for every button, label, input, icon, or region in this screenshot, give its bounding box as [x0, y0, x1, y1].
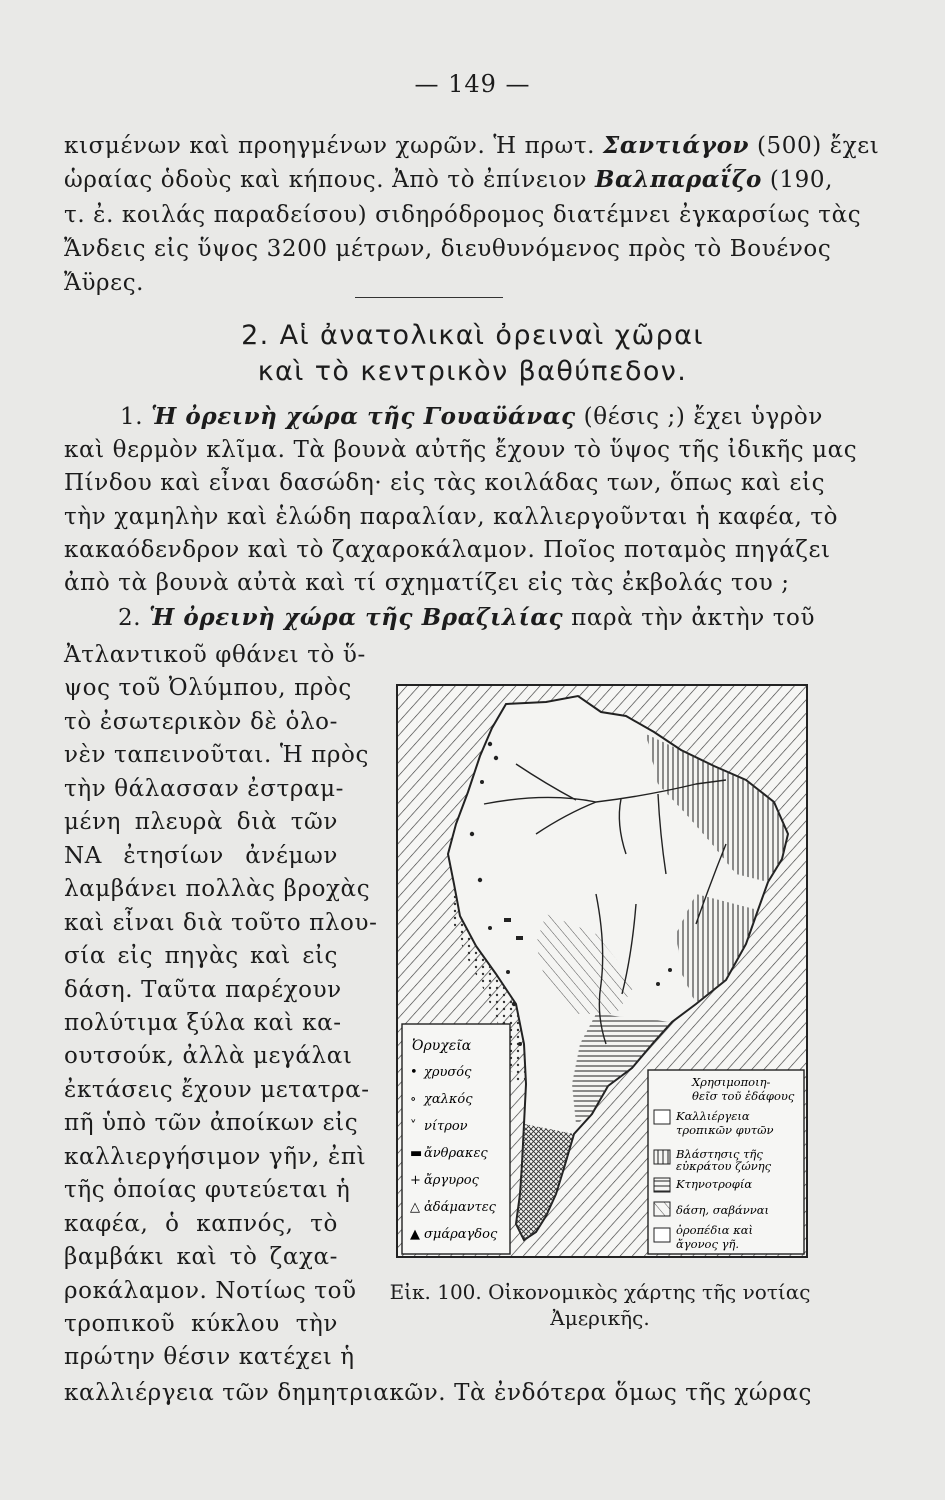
paragraph-1-first-line	[120, 402, 823, 432]
text-span: κισμένων καὶ προηγμένων χωρῶν. Ἡ πρωτ.	[64, 133, 603, 159]
narrow-text-line: τροπικοῦ κύκλου τὴν	[64, 1311, 338, 1337]
text-span: παρὰ τὴν ἀκτὴν τοῦ	[563, 605, 816, 631]
narrow-text-line: καὶ εἶναι διὰ τοῦτο πλου-	[64, 909, 378, 936]
narrow-text-line: λαμβάνει πολλὰς βροχὰς	[64, 876, 371, 903]
paragraph-topic: Ἡ ὀρεινὴ χώρα τῆς Γουαϋάνας	[151, 403, 576, 430]
narrow-text-line: ροκάλαμον. Νοτίως τοῦ	[64, 1277, 357, 1304]
text-span: (190,	[761, 167, 834, 193]
mineral-symbol: ▲	[410, 1227, 420, 1242]
landuse-legend	[648, 1070, 804, 1254]
minerals-legend	[402, 1024, 510, 1254]
landuse-label: Κτηνοτροφία	[676, 1177, 753, 1191]
legend-swatch-tropical	[654, 1110, 670, 1124]
legend-swatch-temperate	[654, 1150, 670, 1164]
mineral-label: χρυσός	[424, 1065, 472, 1080]
mineral-label: νίτρον	[424, 1119, 468, 1134]
mineral-symbol: ▬	[410, 1146, 423, 1161]
text-line	[64, 131, 880, 161]
text-line: ἀπὸ τὰ βουνὰ αὐτὰ καὶ τί σχηματίζει εἰς τὰς ἐκβολάς του ;	[64, 570, 790, 596]
text-line: καὶ θερμὸν κλῖμα. Τὰ βουνὰ αὐτῆς ἔχουν τὸ ὕψος τῆς ἰδικῆς μας	[64, 437, 858, 463]
section-divider	[355, 297, 503, 298]
narrow-text-line: σία εἰς πηγὰς καὶ εἰς	[64, 943, 338, 970]
text-line: κακαόδενδρον καὶ τὸ ζαχαροκάλαμον. Ποῖος ποταμὸς πηγάζει	[64, 537, 831, 563]
legend-swatch-livestock	[654, 1178, 670, 1192]
narrow-text-line: τῆς ὁποίας φυτεύεται ἡ	[64, 1177, 351, 1204]
text-line: Πίνδου καὶ εἶναι δασώδη· εἰς τὰς κοιλάδας των, ὅπως καὶ εἰς	[64, 470, 826, 496]
narrow-text-line: καφέα, ὁ καπνός, τὸ	[64, 1210, 338, 1237]
text-line: τὴν χαμηλὴν καὶ ἑλώδη παραλίαν, καλλιεργοῦνται ἡ καφέα, τὸ	[64, 504, 839, 530]
narrow-text-line: ουτσούκ, ἀλλὰ μεγάλαι	[64, 1043, 353, 1070]
mineral-symbol: •	[410, 1065, 418, 1080]
narrow-text-line: ΝΑ ἐτησίων ἀνέμων	[64, 842, 338, 869]
mineral-symbol: △	[410, 1200, 420, 1215]
paragraph-2-first-line	[118, 603, 816, 633]
paragraph-number: 2.	[118, 605, 150, 631]
paragraph-number: 1.	[120, 404, 152, 430]
landuse-label: δάση, σαβάνναι	[676, 1203, 770, 1217]
text-line: Ἄνδεις εἰς ὕψος 3200 μέτρων, διευθυνόμενος πρὸς τὸ Βουένος	[64, 236, 832, 262]
mineral-symbol: ∘	[410, 1092, 417, 1107]
landuse-label: Βλάστησις τῆς	[676, 1147, 763, 1161]
text-span: (500) ἔχει	[749, 133, 880, 159]
text-span: (θέσις ;) ἔχει ὑγρὸν	[575, 404, 823, 430]
mineral-label: σμάραγδος	[424, 1227, 498, 1242]
landuse-label: ὀροπέδια καὶ	[676, 1223, 754, 1237]
narrow-text-line: τὴν θάλασσαν ἐστραμ-	[64, 775, 345, 802]
text-span: ὡραίας ὁδοὺς καὶ κήπους. Ἀπὸ τὸ ἐπίνειον	[64, 167, 596, 193]
narrow-text-line: ἐκτάσεις ἔχουν μετατρα-	[64, 1076, 370, 1103]
section-heading-line1: 2. Αἱ ἀνατολικαὶ ὀρειναὶ χῶραι	[241, 320, 704, 351]
text-line: τ. ἐ. κοιλάς παραδείσου) σιδηρόδρομος διατέμνει ἐγκαρσίως τὰς	[64, 202, 862, 228]
landuse-label: τροπικῶν φυτῶν	[676, 1123, 774, 1137]
legend-swatch-barren	[654, 1228, 670, 1242]
legend-title: Ὀρυχεῖα	[412, 1038, 472, 1054]
paragraph-topic: Ἡ ὀρεινὴ χώρα τῆς Βραζιλίας	[149, 604, 564, 631]
place-name-santiago: Σαντιάγον	[602, 132, 750, 159]
narrow-text-line: μένη πλευρὰ διὰ τῶν	[64, 809, 338, 836]
narrow-text-line: καλλιεργήσιμον γῆν, ἐπὶ	[64, 1143, 367, 1170]
place-name-valparaiso: Βαλπαραΐζο	[595, 166, 762, 193]
economic-map-figure	[396, 684, 808, 1258]
mineral-label: ἀδάμαντες	[424, 1200, 496, 1215]
narrow-text-line: πρώτην θέσιν κατέχει ἡ	[64, 1344, 355, 1371]
landuse-label: ἄγονος γῆ.	[676, 1237, 739, 1251]
narrow-text-line: βαμβάκι καὶ τὸ ζαχα-	[64, 1244, 338, 1271]
page-number: — 149 —	[414, 70, 531, 98]
text-line: καλλιέργεια τῶν δημητριακῶν. Τὰ ἐνδότερα ὅμως τῆς χώρας	[64, 1380, 812, 1406]
narrow-text-line: πῆ ὑπὸ τῶν ἀποίκων εἰς	[64, 1110, 359, 1137]
landuse-label: εὐκράτου ζώνης	[676, 1159, 772, 1173]
narrow-text-line: Ἀτλαντικοῦ φθάνει τὸ ὕ-	[64, 642, 366, 668]
mineral-symbol: ˅	[410, 1119, 417, 1134]
legend-swatch-forest	[654, 1202, 670, 1216]
landuse-label: θεῖσ τοῦ ἐδάφους	[692, 1089, 795, 1103]
figure-caption-line1: Εἰκ. 100. Οἰκονομικὸς χάρτης τῆς νοτίας	[389, 1280, 811, 1304]
landuse-label: Χρησιμοποιη-	[692, 1075, 771, 1089]
narrow-text-line: δάση. Ταῦτα παρέχουν	[64, 976, 342, 1003]
narrow-text-line: τὸ ἐσωτερικὸν δὲ ὁλο-	[64, 708, 338, 735]
text-line	[64, 165, 834, 195]
landuse-label: Καλλιέργεια	[676, 1109, 750, 1123]
mineral-symbol: +	[410, 1173, 421, 1188]
mineral-label: ἄργυρος	[424, 1173, 479, 1188]
narrow-text-line: νὲν ταπεινοῦται. Ἡ πρὸς	[64, 742, 369, 769]
narrow-text-line: πολύτιμα ξύλα καὶ κα-	[64, 1009, 342, 1036]
text-line: Ἄϋρες.	[64, 270, 145, 296]
narrow-text-line: ψος τοῦ Ὀλύμπου, πρὸς	[64, 675, 352, 702]
mineral-label: ἄνθρακες	[424, 1146, 488, 1161]
section-heading-line2: καὶ τὸ κεντρικὸν βαθύπεδον.	[257, 356, 688, 387]
figure-caption-line2: Ἀμερικῆς.	[550, 1306, 650, 1330]
mineral-label: χαλκός	[424, 1092, 473, 1107]
